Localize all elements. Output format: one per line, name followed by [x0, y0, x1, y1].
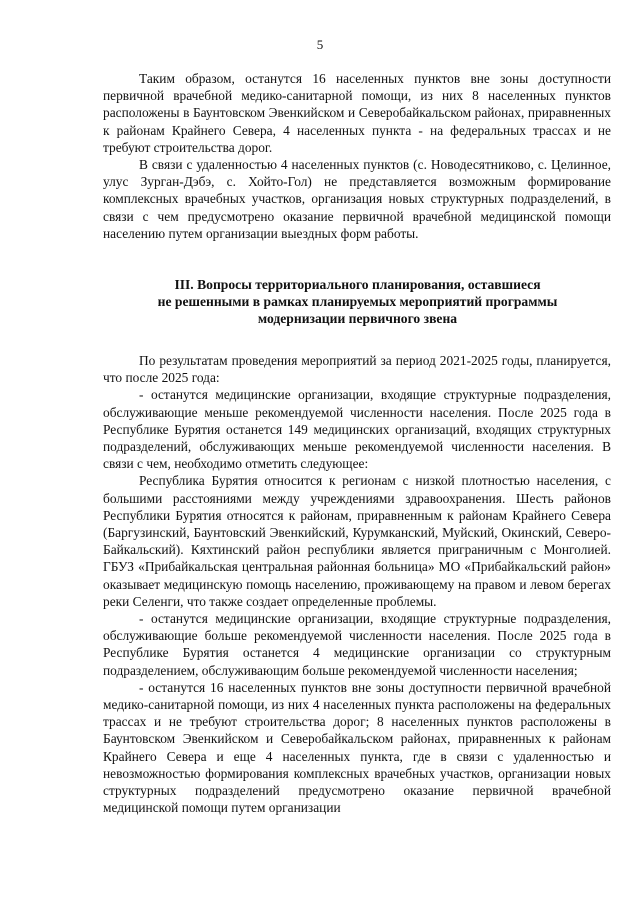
paragraph: - останутся медицинские организации, входящие структурные подразделения, обслуживающие меньше рекомендуемой численности населения. После 2025 года в Республике Бурятия останется 149 медицинских организаций, входящих структурных подразделений, обслуживающих меньше рекомендуемой численности населения. В связи с чем, необходимо отметить следующее: — [103, 387, 611, 472]
section-heading — [110, 277, 605, 327]
paragraph: Таким образом, останутся 16 населенных пунктов вне зоны доступности первичной врачебной медико-санитарной помощи, из них 8 населенных пунктов расположены в Баунтовском Эвенкийском и Северобайкальском районах, приравненных к районам Крайнего Севера, 4 населенных пункта - на федеральных трассах и не требуют строительства дорог. — [103, 71, 611, 155]
heading-line: III. Вопросы территориального планирования, оставшиеся — [174, 277, 541, 292]
page-number: 5 — [316, 37, 324, 52]
paragraph: Республика Бурятия относится к регионам с низкой плотностью населения, с большими расстояниями между учреждениями здравоохранения. Шесть районов Республики Бурятия относятся к районам, приравненным к районам Крайнего Севера (Баргузинский, Баунтовский Эвенкийский, Курумканский, Муйский, Окинский, Северо-Байкальский). Кяхтинский район республики является приграничным с Монголией. ГБУЗ «Прибайкальская центральная районная больница» МО «Прибайкальский район» оказывает медицинскую помощь населению, проживающему на правом и левом берегах реки Селенги, что также создает определенные проблемы. — [103, 473, 611, 609]
paragraph: В связи с удаленностью 4 населенных пунктов (с. Новодесятниково, с. Целинное, улус Зурган-Дэбэ, с. Хойто-Гол) не представляется возможным формирование комплексных врачебных участков, организация новых структурных подразделений, в связи с чем предусмотрено оказание первичной врачебной медицинской помощи населению путем организации выездных форм работы. — [103, 157, 611, 241]
paragraph: - останутся 16 населенных пунктов вне зоны доступности первичной врачебной медико-санитарной помощи, из них 4 населенных пункта расположены на федеральных трассах и не требуют строительства дорог; 8 населенных пунктов расположены в Баунтовском Эвенкийском и Северобайкальском районах, приравненных к районам Крайнего Севера и еще 4 населенных пункта, где в связи с удаленностью и невозможностью формирования комплексных врачебных участков, организации новых структурных подразделений предусмотрено оказание первичной врачебной медицинской помощи путем организации — [103, 679, 611, 816]
intro-text — [103, 70, 611, 242]
heading-line: модернизации первичного звена — [257, 310, 458, 326]
heading-line: не решенными в рамках планируемых мероприятий программы — [157, 293, 558, 309]
paragraph: - останутся медицинские организации, входящие структурные подразделения, обслуживающие больше рекомендуемой численности населения. После 2025 года в Республике Бурятия останется 4 медицинские организации со структурным подразделением, обслуживающим больше рекомендуемой численности населения; — [103, 611, 611, 678]
section-body-text — [103, 352, 611, 816]
paragraph: По результатам проведения мероприятий за период 2021-2025 годы, планируется, что после 2025 года: — [103, 353, 611, 386]
